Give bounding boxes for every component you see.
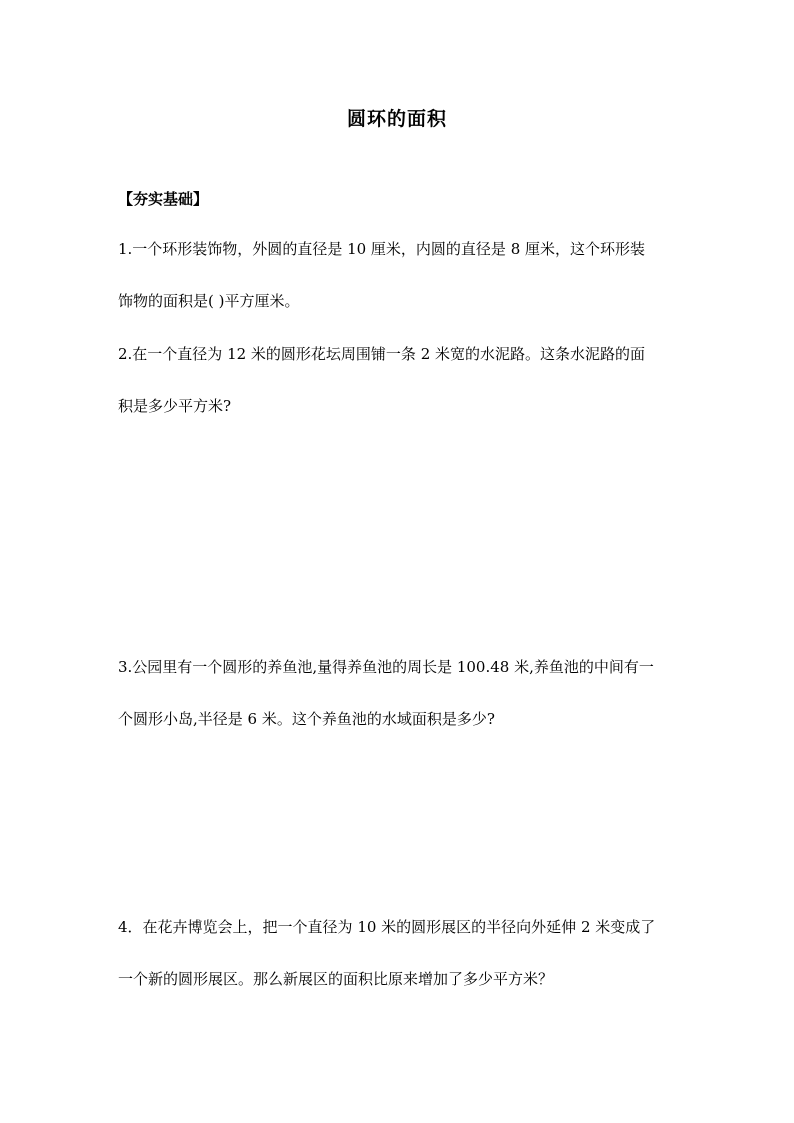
question-1-line-2: 饰物的面积是( )平方厘米。 bbox=[118, 292, 300, 310]
question-4-line-1: 4．在花卉博览会上，把一个直径为 10 米的圆形展区的半径向外延伸 2 米变成了 bbox=[118, 918, 656, 936]
question-2-line-1: 2.在一个直径为 12 米的圆形花坛周围铺一条 2 米宽的水泥路。这条水泥路的面 bbox=[118, 345, 646, 363]
question-4-line-2: 一个新的圆形展区。那么新展区的面积比原来增加了多少平方米？ bbox=[118, 970, 554, 988]
question-2-line-2: 积是多少平方米? bbox=[118, 397, 232, 415]
page-title: 圆环的面积 bbox=[346, 108, 447, 130]
question-1-line-1: 1.一个环形装饰物，外圆的直径是 10 厘米，内圆的直径是 8 厘米，这个环形装 bbox=[118, 240, 646, 258]
question-3-line-2: 个圆形小岛,半径是 6 米。这个养鱼池的水域面积是多少? bbox=[118, 710, 495, 728]
section-heading: 【夯实基础】 bbox=[118, 190, 209, 208]
question-3-line-1: 3.公园里有一个圆形的养鱼池,量得养鱼池的周长是 100.48 米,养鱼池的中间有一 bbox=[118, 658, 654, 676]
